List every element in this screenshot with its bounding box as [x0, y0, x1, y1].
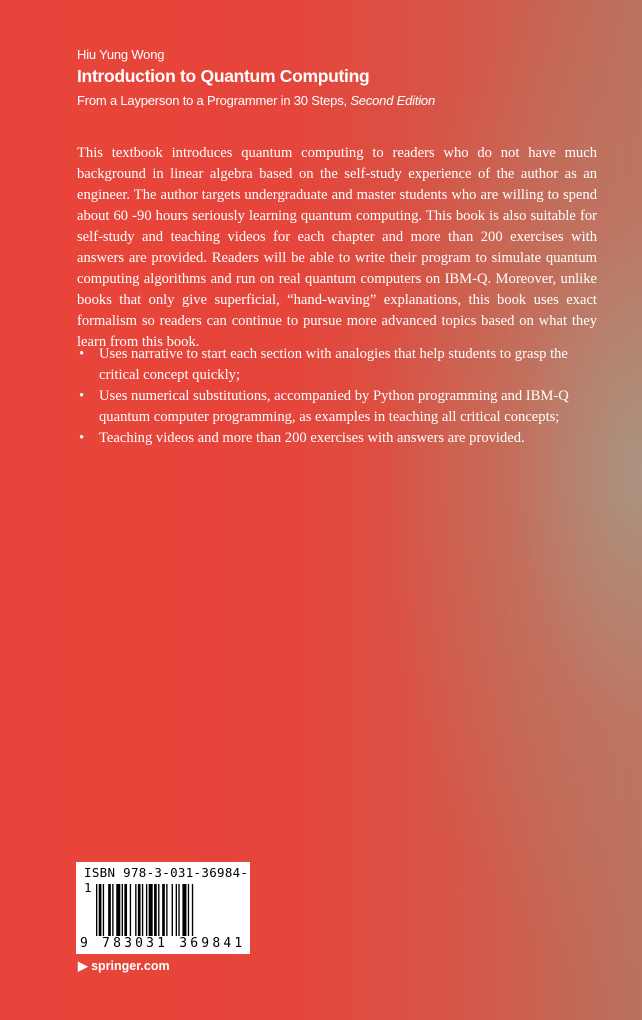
barcode-bar	[124, 884, 127, 936]
barcode-bar	[178, 884, 179, 936]
feature-item: • Teaching videos and more than 200 exercises with answers are provided.	[77, 428, 577, 449]
arrow-icon: ▶	[78, 959, 92, 973]
subtitle-edition: Second Edition	[350, 93, 435, 108]
barcode-bar	[108, 884, 111, 936]
barcode-bar	[158, 884, 159, 936]
barcode-bar	[182, 884, 186, 936]
feature-item: • Uses narrative to start each section with analogies that help students to grasp the critical concept quickly;	[77, 344, 577, 386]
barcode-bar	[99, 884, 102, 936]
barcode-bar	[154, 884, 157, 936]
barcode-bar	[192, 884, 193, 936]
barcode-bar	[112, 884, 113, 936]
publisher-link[interactable]	[78, 958, 170, 973]
book-title: Introduction to Quantum Computing	[77, 66, 370, 86]
isbn-label: ISBN 978-3-031-36984-1	[84, 865, 249, 895]
barcode-bar	[122, 884, 123, 936]
barcode-bar	[96, 884, 97, 936]
barcode-bar	[116, 884, 120, 936]
barcode-bar	[103, 884, 104, 936]
barcode-bar	[176, 884, 177, 936]
book-description: This textbook introduces quantum computing to readers who do not have much background in linear algebra based on the self-study experience of the author as an engineer. The author targets undergraduate and master students who are willing to spend about 60 -90 hours seriously learning quantum computing. This book is also suitable for self-study and teaching videos for each chapter and more than 200 exercises with answers are provided. Readers will be able to write their program to simulate quantum computing algorithms and run on real quantum computers on IBM-Q. Moreover, unlike books that only give superficial, “hand-waving” explanations, this book uses exact formalism so readers can continue to pursue more advanced topics based on what they learn from this book.	[77, 145, 597, 350]
barcode-bar	[149, 884, 153, 936]
feature-item: • Uses numerical substitutions, accompanied by Python programming and IBM-Q quantum computer programming, as examples in teaching all critical concepts;	[77, 386, 577, 428]
barcode-bar	[135, 884, 136, 936]
isbn-barcode	[76, 862, 250, 954]
barcode-bar	[166, 884, 167, 936]
barcode-bars	[96, 884, 244, 944]
barcode-digits: 9 783031 369841	[80, 936, 246, 951]
barcode-bar	[142, 884, 143, 936]
publisher-link-text: springer.com	[91, 959, 170, 973]
barcode-bar	[146, 884, 147, 936]
barcode-bar	[130, 884, 131, 936]
barcode-bar	[138, 884, 141, 936]
barcode-bar	[172, 884, 173, 936]
barcode-bar	[188, 884, 189, 936]
subtitle-text: From a Layperson to a Programmer in 30 Steps,	[77, 93, 347, 108]
author-name: Hiu Yung Wong	[77, 47, 165, 62]
feature-list	[77, 344, 577, 449]
book-subtitle	[77, 93, 435, 108]
barcode-bar	[162, 884, 165, 936]
